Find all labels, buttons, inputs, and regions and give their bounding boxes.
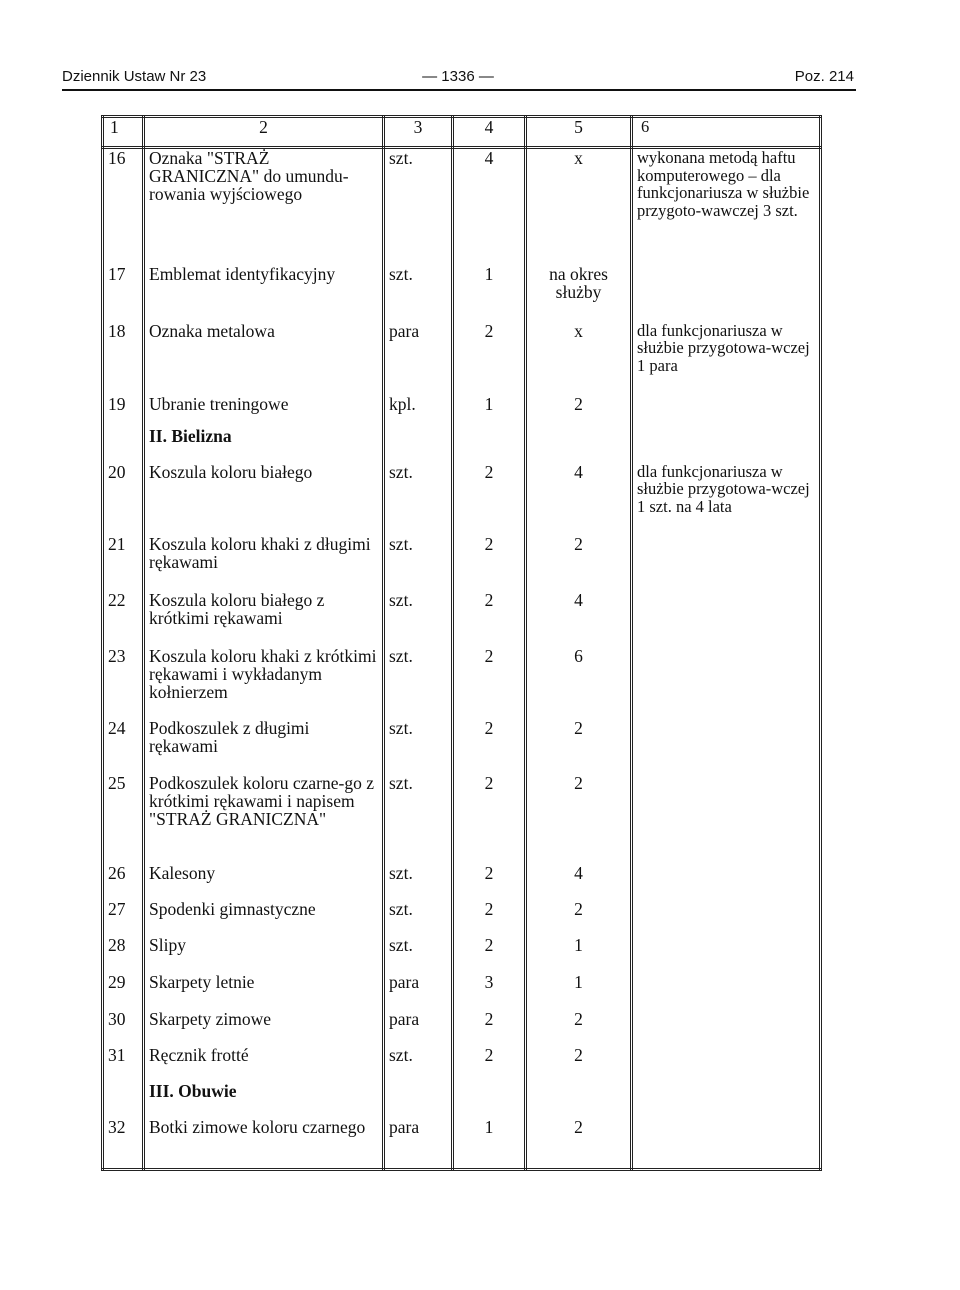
section-heading: III. Obuwie: [144, 1082, 384, 1118]
item-quantity: 4: [453, 148, 526, 265]
item-quantity: 1: [453, 265, 526, 322]
item-name: Ubranie treningowe: [144, 395, 384, 427]
table-row: [103, 591, 821, 647]
item-period: 2: [526, 395, 632, 427]
section-heading: II. Bielizna: [144, 427, 384, 463]
item-period: 4: [526, 591, 632, 647]
table-row: [103, 1046, 821, 1082]
journal-title: Dziennik Ustaw Nr 23: [62, 68, 207, 85]
column-number: 3: [384, 117, 453, 148]
column-number: 5: [526, 117, 632, 148]
section-heading-row: [103, 427, 821, 463]
item-period: 2: [526, 1010, 632, 1046]
item-number: 16: [103, 148, 144, 265]
item-unit: kpl.: [384, 395, 453, 427]
item-number: 22: [103, 591, 144, 647]
table-row: [103, 936, 821, 973]
equipment-table: [101, 115, 822, 1171]
item-name: Spodenki gimnastyczne: [144, 900, 384, 936]
table-row: [103, 535, 821, 591]
item-period: 4: [526, 463, 632, 535]
table-row: [103, 719, 821, 774]
item-notes: [632, 1046, 821, 1082]
item-notes: [632, 591, 821, 647]
item-unit: szt.: [384, 148, 453, 265]
item-quantity: 2: [453, 900, 526, 936]
item-number: 21: [103, 535, 144, 591]
item-period: 2: [526, 535, 632, 591]
item-unit: para: [384, 322, 453, 395]
table-row: [103, 900, 821, 936]
item-notes: [632, 900, 821, 936]
column-number: 1: [103, 117, 144, 148]
item-notes: [632, 719, 821, 774]
item-period: x: [526, 322, 632, 395]
item-unit: para: [384, 973, 453, 1010]
item-notes: [632, 1118, 821, 1170]
item-unit: szt.: [384, 864, 453, 900]
empty-cell: [453, 427, 526, 463]
item-name: Koszula koloru białego: [144, 463, 384, 535]
position-number: Poz. 214: [794, 68, 854, 85]
item-quantity: 1: [453, 395, 526, 427]
item-unit: szt.: [384, 591, 453, 647]
item-period: x: [526, 148, 632, 265]
item-number: 23: [103, 647, 144, 719]
table-row: [103, 1010, 821, 1046]
item-name: Emblemat identyfikacyjny: [144, 265, 384, 322]
item-name: Skarpety letnie: [144, 973, 384, 1010]
item-quantity: 2: [453, 774, 526, 864]
item-period: 2: [526, 774, 632, 864]
item-notes: [632, 265, 821, 322]
item-quantity: 2: [453, 936, 526, 973]
item-unit: szt.: [384, 1046, 453, 1082]
item-unit: szt.: [384, 647, 453, 719]
item-quantity: 2: [453, 647, 526, 719]
item-number: 26: [103, 864, 144, 900]
item-quantity: 2: [453, 1010, 526, 1046]
item-notes: [632, 535, 821, 591]
item-unit: szt.: [384, 463, 453, 535]
empty-cell: [632, 1082, 821, 1118]
empty-cell: [384, 427, 453, 463]
table-row: [103, 1118, 821, 1170]
item-unit: szt.: [384, 535, 453, 591]
item-unit: szt.: [384, 719, 453, 774]
item-notes: wykonana metodą haftu komputerowego – dla funkcjonariusza w służbie przygoto-wawczej 3 szt.: [632, 148, 821, 265]
item-number: 20: [103, 463, 144, 535]
header-rule: [62, 89, 856, 91]
item-notes: [632, 647, 821, 719]
item-quantity: 2: [453, 864, 526, 900]
item-name: Podkoszulek z długimi rękawami: [144, 719, 384, 774]
item-unit: szt.: [384, 936, 453, 973]
item-number: 25: [103, 774, 144, 864]
column-number: 2: [144, 117, 384, 148]
item-period: 2: [526, 1046, 632, 1082]
empty-cell: [526, 1082, 632, 1118]
item-notes: [632, 973, 821, 1010]
item-number: 27: [103, 900, 144, 936]
item-name: Kalesony: [144, 864, 384, 900]
item-quantity: 2: [453, 719, 526, 774]
table-row: [103, 774, 821, 864]
item-name: Slipy: [144, 936, 384, 973]
item-period: 2: [526, 719, 632, 774]
item-quantity: 2: [453, 591, 526, 647]
item-quantity: 1: [453, 1118, 526, 1170]
item-period: 1: [526, 936, 632, 973]
item-quantity: 3: [453, 973, 526, 1010]
item-period: na okres służby: [526, 265, 632, 322]
table-row: [103, 864, 821, 900]
item-number: 29: [103, 973, 144, 1010]
item-name: Botki zimowe koloru czarnego: [144, 1118, 384, 1170]
item-notes: [632, 1010, 821, 1046]
table-row: [103, 322, 821, 395]
item-number: 30: [103, 1010, 144, 1046]
empty-cell: [103, 1082, 144, 1118]
item-number: 18: [103, 322, 144, 395]
table-row: [103, 148, 821, 265]
item-name: Podkoszulek koloru czarne-go z krótkimi rękawami i napisem "STRAŻ GRANICZNA": [144, 774, 384, 864]
item-notes: dla funkcjonariusza w służbie przygotowa-wczej 1 szt. na 4 lata: [632, 463, 821, 535]
item-notes: dla funkcjonariusza w służbie przygotowa-wczej 1 para: [632, 322, 821, 395]
table-row: [103, 265, 821, 322]
item-quantity: 2: [453, 322, 526, 395]
empty-cell: [632, 427, 821, 463]
item-period: 1: [526, 973, 632, 1010]
item-unit: szt.: [384, 774, 453, 864]
item-name: Oznaka "STRAŻ GRANICZNA" do umundu-rowania wyjściowego: [144, 148, 384, 265]
item-name: Skarpety zimowe: [144, 1010, 384, 1046]
item-period: 2: [526, 1118, 632, 1170]
item-name: Ręcznik frotté: [144, 1046, 384, 1082]
item-notes: [632, 395, 821, 427]
column-number: 4: [453, 117, 526, 148]
item-number: 31: [103, 1046, 144, 1082]
empty-cell: [384, 1082, 453, 1118]
item-unit: szt.: [384, 900, 453, 936]
column-number: 6: [632, 117, 821, 148]
item-period: 4: [526, 864, 632, 900]
table-body: [103, 148, 821, 1170]
page-number: — 1336 —: [422, 68, 494, 85]
table-row: [103, 395, 821, 427]
item-number: 32: [103, 1118, 144, 1170]
item-number: 19: [103, 395, 144, 427]
column-number-row: [103, 117, 821, 148]
empty-cell: [453, 1082, 526, 1118]
item-period: 6: [526, 647, 632, 719]
item-notes: [632, 864, 821, 900]
item-name: Koszula koloru khaki z krótkimi rękawami i wykładanym kołnierzem: [144, 647, 384, 719]
section-heading-row: [103, 1082, 821, 1118]
item-quantity: 2: [453, 463, 526, 535]
item-unit: para: [384, 1118, 453, 1170]
empty-cell: [103, 427, 144, 463]
item-unit: szt.: [384, 265, 453, 322]
table-row: [103, 647, 821, 719]
item-name: Oznaka metalowa: [144, 322, 384, 395]
item-notes: [632, 774, 821, 864]
item-period: 2: [526, 900, 632, 936]
page-header: [62, 68, 854, 88]
item-quantity: 2: [453, 535, 526, 591]
item-name: Koszula koloru białego z krótkimi rękawami: [144, 591, 384, 647]
table-row: [103, 973, 821, 1010]
item-quantity: 2: [453, 1046, 526, 1082]
item-name: Koszula koloru khaki z długimi rękawami: [144, 535, 384, 591]
table-row: [103, 463, 821, 535]
item-unit: para: [384, 1010, 453, 1046]
empty-cell: [526, 427, 632, 463]
item-number: 24: [103, 719, 144, 774]
item-number: 17: [103, 265, 144, 322]
item-number: 28: [103, 936, 144, 973]
item-notes: [632, 936, 821, 973]
